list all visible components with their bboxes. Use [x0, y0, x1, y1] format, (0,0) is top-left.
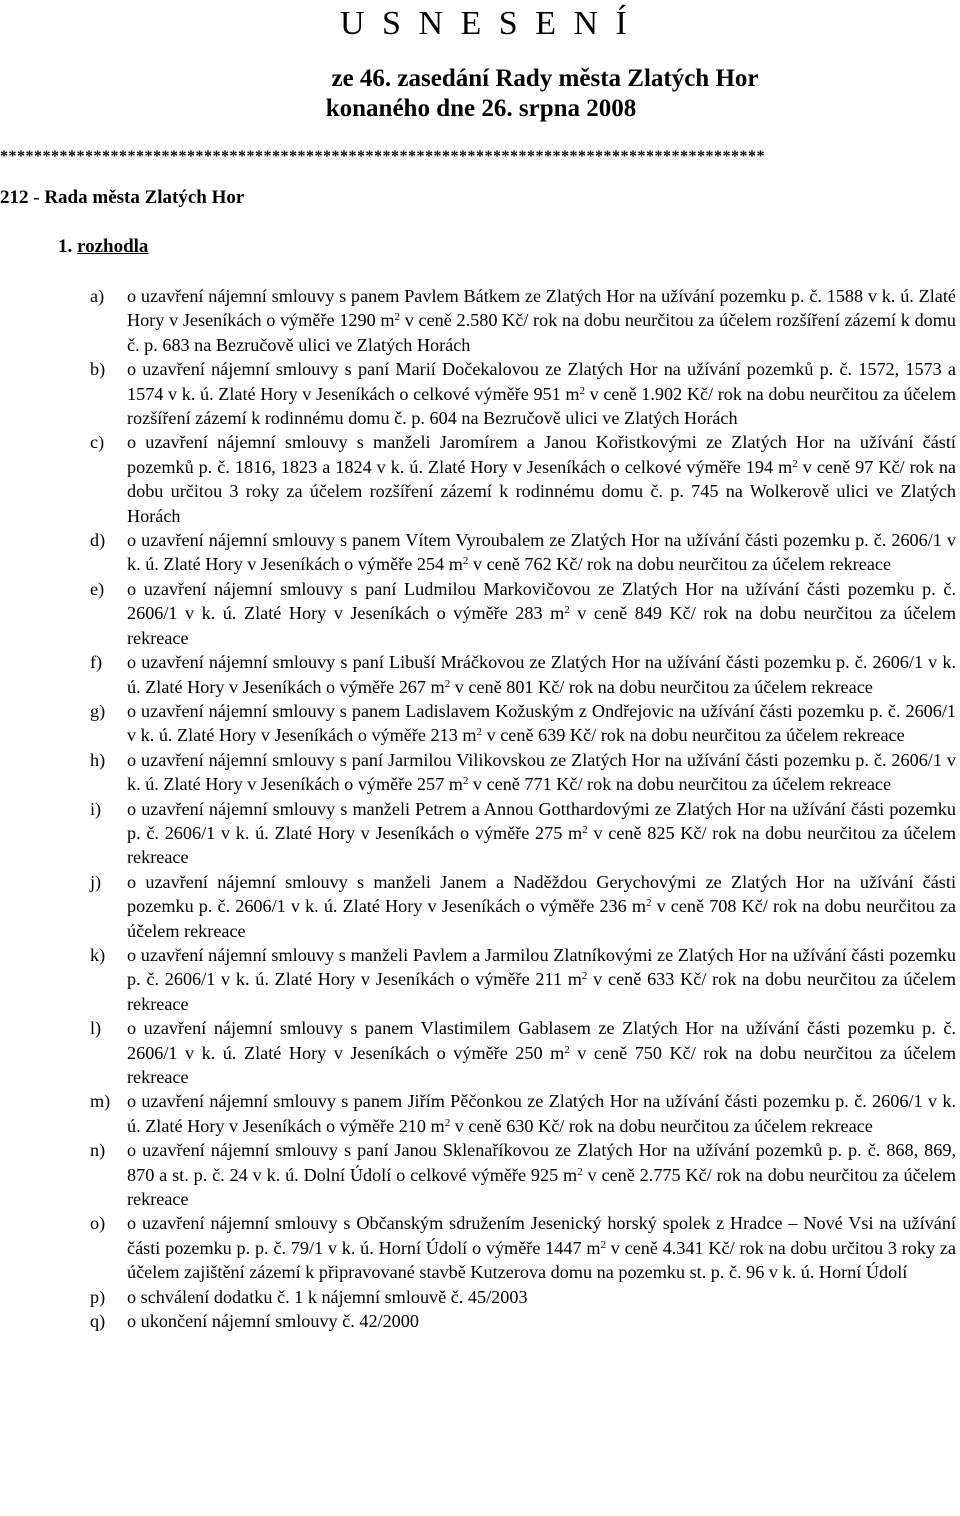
item-text-rest: v ceně 750 Kč/ rok na dobu neurčitou za účelem rekreace — [127, 1042, 956, 1087]
item-text-rest: v ceně 97 Kč/ rok na dobu určitou 3 roky za účelem rozšíření zázemí k rodinnému domu č. p. 745 na Wolkerově ulici ve Zlatých Horách — [127, 456, 956, 526]
meeting-subtitle: ze 46. zasedání Rady města Zlatých Hor — [331, 65, 759, 92]
area-unit-exponent: 2 — [564, 604, 570, 617]
item-label: b) — [90, 359, 106, 380]
item-text-main: o ukončení nájemní smlouvy č. 42/2000 — [127, 1311, 419, 1332]
resolution-point — [58, 235, 148, 259]
area-unit-exponent: 2 — [564, 1043, 570, 1056]
item-label: d) — [90, 530, 106, 551]
list-item — [90, 357, 956, 430]
item-label: k) — [90, 944, 106, 965]
item-text-main: o uzavření nájemní smlouvy s manželi Jaromírem a Janou Kořistkovými ze Zlatých Hor na užívání částí pozemků p. č. 1816, 1823 a 1824 v k. ú. Zlaté Hory v Jeseníkách o celkové výměře 194 m — [127, 432, 956, 477]
area-unit-exponent: 2 — [444, 1116, 451, 1129]
item-text — [127, 943, 956, 1016]
item-text-main: o uzavření nájemní smlouvy s panem Vítem Vyroubalem ze Zlatých Hor na užívání části pozemku p. č. 2606/1 v k. ú. Zlaté Hory v Jeseníkách o výměře 254 m — [127, 530, 956, 575]
area-unit-exponent: 2 — [579, 384, 585, 397]
item-text-main: o uzavření nájemní smlouvy s paní Jarmilou Vilikovskou ze Zlatých Hor na užívání části pozemku p. č. 2606/1 v k. ú. Zlaté Hory v Jeseníkách o výměře 257 m — [127, 749, 956, 795]
separator-line: ****************************************************************************************** — [0, 148, 765, 165]
item-text — [127, 1211, 956, 1284]
item-text — [127, 1285, 956, 1309]
meeting-date: konaného dne 26. srpna 2008 — [325, 95, 637, 122]
item-label: i) — [90, 798, 102, 819]
item-text — [127, 870, 956, 943]
item-text-rest: v ceně 762 Kč/ rok na dobu neurčitou za účelem rekreace — [468, 554, 892, 575]
item-label: l) — [90, 1018, 102, 1039]
list-item — [90, 1138, 956, 1211]
area-unit-exponent: 2 — [462, 775, 469, 788]
item-label: j) — [90, 871, 102, 892]
item-text-main: o uzavření nájemní smlouvy s panem Jiřím Pěčonkou ze Zlatých Hor na užívání části pozemku p. č. 2606/1 v k. ú. Zlaté Hory v Jeseníkách o výměře 210 m — [127, 1091, 956, 1136]
item-text-main: o uzavření nájemní smlouvy s Občanským sdružením Jesenický horský spolek z Hradce – Nové Vsi na užívání části pozemku p. p. č. 79/1 v k. ú. Horní Údolí o výměře 1447 m — [127, 1213, 956, 1258]
item-text — [127, 1138, 956, 1211]
list-item — [90, 650, 956, 699]
item-text — [127, 577, 956, 650]
resolution-number: 212 - Rada města Zlatých Hor — [0, 187, 245, 208]
point-verb: rozhodla — [77, 236, 149, 257]
item-text — [127, 797, 956, 870]
item-text-main: o uzavření nájemní smlouvy s panem Ladislavem Kožuským z Ondřejovic na užívání části pozemku p. č. 2606/1 v k. ú. Zlaté Hory v Jeseníkách o výměře 213 m — [127, 700, 956, 746]
list-item — [90, 1211, 956, 1284]
item-text — [127, 1309, 956, 1333]
list-item — [90, 870, 956, 943]
item-text — [127, 528, 956, 577]
decision-list — [90, 284, 956, 1333]
list-item — [90, 699, 956, 748]
list-item — [90, 1089, 956, 1138]
area-unit-exponent: 2 — [476, 726, 483, 739]
item-text — [127, 357, 956, 430]
item-text-rest: v ceně 771 Kč/ rok na dobu neurčitou za účelem rekreace — [468, 774, 892, 795]
item-label: q) — [90, 1311, 106, 1332]
document-title: U S N E S E N Í — [340, 5, 632, 42]
item-text-rest: v ceně 639 Kč/ rok na dobu neurčitou za účelem rekreace — [482, 725, 905, 746]
item-text — [127, 699, 956, 748]
item-text-rest: v ceně 4.341 Kč/ rok na dobu určitou 3 roky za účelem zajištění zázemí k připravované stavbě Kutzerova domu na pozemku st. p. č. 96 v k. ú. Horní Údolí — [127, 1237, 956, 1283]
point-number: 1. — [58, 236, 73, 257]
item-text — [127, 430, 956, 528]
area-unit-exponent: 2 — [581, 970, 588, 983]
area-unit-exponent: 2 — [582, 823, 588, 836]
item-text — [127, 284, 956, 357]
item-text-main: o uzavření nájemní smlouvy s paní Janou Sklenaříkovou ze Zlatých Hor na užívání pozemků p. p. č. 868, 869, 870 a st. p. č. 24 v k. ú. Dolní Údolí o celkové výměře 925 m — [127, 1140, 956, 1185]
area-unit-exponent: 2 — [577, 1165, 583, 1178]
item-text-rest: v ceně 1.902 Kč/ rok na dobu neurčitou za účelem rozšíření zázemí k rodinnému domu č. p. 604 na Bezručově ulici ve Zlatých Horách — [127, 383, 956, 429]
item-label: p) — [90, 1286, 106, 1307]
list-item — [90, 284, 956, 357]
item-label: m) — [90, 1091, 111, 1112]
item-text-rest: v ceně 801 Kč/ rok na dobu neurčitou za účelem rekreace — [450, 676, 873, 697]
item-text-main: o uzavření nájemní smlouvy s paní Ludmilou Markovičovou ze Zlatých Hor na užívání části pozemku p. č. 2606/1 v k. ú. Zlaté Hory v Jeseníkách o výměře 283 m — [127, 578, 956, 624]
item-text-rest: v ceně 633 Kč/ rok na dobu neurčitou za účelem rekreace — [127, 969, 956, 1014]
list-item — [90, 797, 956, 870]
area-unit-exponent: 2 — [444, 677, 451, 690]
item-text-rest: v ceně 2.580 Kč/ rok na dobu neurčitou za účelem rozšíření zázemí k domu č. p. 683 na Bezručově ulici ve Zlatých Horách — [127, 310, 956, 355]
item-text-rest: v ceně 630 Kč/ rok na dobu neurčitou za účelem rekreace — [450, 1115, 873, 1136]
item-text-main: o uzavření nájemní smlouvy s manželi Petrem a Annou Gotthardovými ze Zlatých Hor na užívání části pozemku p. č. 2606/1 v k. ú. Zlaté Hory v Jeseníkách o výměře 275 m — [127, 798, 956, 843]
item-label: n) — [90, 1140, 106, 1161]
item-text-main: o uzavření nájemní smlouvy s paní Libuší Mráčkovou ze Zlatých Hor na užívání části pozemku p. č. 2606/1 v k. ú. Zlaté Hory v Jeseníkách o výměře 267 m — [127, 652, 956, 697]
item-label: e) — [90, 578, 105, 599]
item-text-main: o schválení dodatku č. 1 k nájemní smlouvě č. 45/2003 — [127, 1286, 528, 1307]
list-item — [90, 748, 956, 797]
area-unit-exponent: 2 — [462, 555, 469, 568]
item-text-rest: v ceně 2.775 Kč/ rok na dobu neurčitou za účelem rekreace — [127, 1164, 956, 1210]
item-text-main: o uzavření nájemní smlouvy s panem Vlastimilem Gablasem ze Zlatých Hor na užívání části pozemku p. č. 2606/1 v k. ú. Zlaté Hory v Jeseníkách o výměře 250 m — [127, 1018, 956, 1063]
item-text-rest: v ceně 708 Kč/ rok na dobu neurčitou za účelem rekreace — [127, 896, 956, 941]
item-text-main: o uzavření nájemní smlouvy s manželi Janem a Naděždou Gerychovými ze Zlatých Hor na užívání části pozemku p. č. 2606/1 v k. ú. Zlaté Hory v Jeseníkách o výměře 236 m — [127, 871, 956, 917]
item-label: o) — [90, 1213, 106, 1234]
item-text — [127, 748, 956, 797]
item-text-rest: v ceně 849 Kč/ rok na dobu neurčitou za účelem rekreace — [127, 603, 956, 648]
item-text — [127, 1016, 956, 1089]
item-text-main: o uzavření nájemní smlouvy s manželi Pavlem a Jarmilou Zlatníkovými ze Zlatých Hor na užívání části pozemku p. č. 2606/1 v k. ú. Zlaté Hory v Jeseníkách o výměře 211 m — [127, 944, 956, 990]
item-text — [127, 650, 956, 699]
item-label: g) — [90, 700, 106, 721]
item-text-main: o uzavření nájemní smlouvy s paní Marií Dočekalovou ze Zlatých Hor na užívání pozemků p. č. 1572, 1573 a 1574 v k. ú. Zlaté Hory v Jeseníkách o celkové výměře 951 m — [127, 359, 956, 404]
list-item — [90, 1016, 956, 1089]
list-item — [90, 943, 956, 1016]
item-text — [127, 1089, 956, 1138]
area-unit-exponent: 2 — [600, 1238, 606, 1251]
list-item — [90, 1285, 956, 1309]
item-text-main: o uzavření nájemní smlouvy s panem Pavlem Bátkem ze Zlatých Hor na užívání pozemku p. č. 1588 v k. ú. Zlaté Hory v Jeseníkách o výměře 1290 m — [127, 286, 956, 331]
list-item — [90, 1309, 956, 1333]
area-unit-exponent: 2 — [792, 457, 798, 470]
item-label: h) — [90, 749, 106, 770]
list-item — [90, 577, 956, 650]
list-item — [90, 528, 956, 577]
item-text-rest: v ceně 825 Kč/ rok na dobu neurčitou za účelem rekreace — [127, 822, 957, 868]
list-item — [90, 430, 956, 528]
area-unit-exponent: 2 — [645, 897, 652, 910]
item-label: a) — [90, 286, 105, 306]
item-label: c) — [90, 432, 105, 453]
item-label: f) — [90, 652, 103, 673]
area-unit-exponent: 2 — [394, 311, 401, 324]
